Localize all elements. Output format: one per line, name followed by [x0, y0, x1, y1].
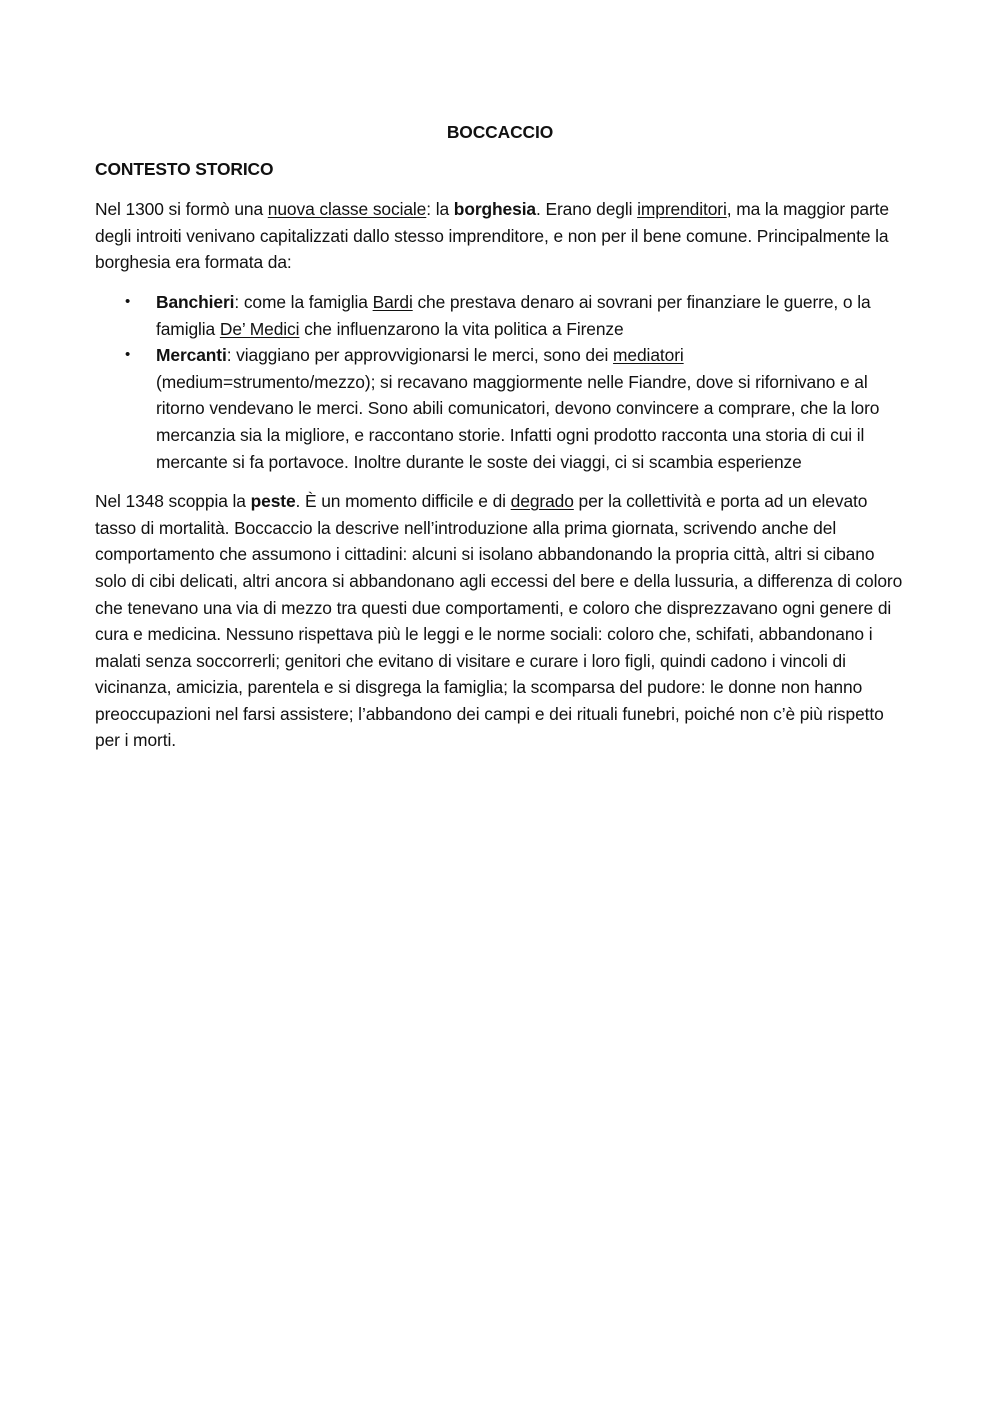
underlined-term: imprenditori [637, 199, 727, 220]
section-heading: CONTESTO STORICO [95, 158, 274, 179]
bullet-marker: • [125, 292, 131, 310]
underlined-term: nuova classe sociale [267, 199, 427, 220]
underlined-term: mediatori [613, 345, 684, 366]
bullet-list [95, 289, 905, 475]
bold-term: Banchieri [156, 291, 235, 312]
underlined-term: De’ Medici [219, 318, 300, 339]
paragraph-peste [95, 488, 905, 754]
text-run: che prestava denaro ai sovrani per finanziare le guerre, o la famiglia [156, 291, 871, 339]
text-run: : viaggiano per approvvigionarsi le merci, sono dei [226, 345, 614, 366]
bullet-marker: • [125, 346, 131, 364]
document-body [95, 119, 905, 767]
text-run: , ma la maggior parte degli introiti venivano capitalizzati dallo stesso imprenditore, e non per il bene comune. Principalmente la borghesia era formata da: [95, 199, 889, 273]
text-run: . È un momento difficile e di [295, 491, 511, 512]
text-run: Nel 1348 scoppia la [95, 491, 251, 512]
text-run: per la collettività e porta ad un elevato tasso di mortalità. Boccaccio la descrive nell’introduzione alla prima giornata, scrivendo anche del comportamento che assumono i cittadini: alcuni si isolano abbandonando la propria città, altri si cibano solo di cibi delicati, altri ancora si abbandonano agli eccessi del bere e della lussuria, a differenza di coloro che tenevano una via di mezzo tra questi due comportamenti, e coloro che disprezzavano ogni genere di cura e medicina. Nessuno rispettava più le leggi e le norme sociali: coloro che, schifati, abbandonano i malati senza soccorrerli; genitori che evitano di visitare e curare i loro figli, quindi cadono i vincoli di vicinanza, amicizia, parentela e si disgrega la famiglia; la scomparsa del pudore: le donne non hanno preoccupazioni nel farsi assistere; l’abbandono dei campi e dei rituali funebri, poiché non c’è più rispetto per i morti. [95, 491, 903, 751]
list-item-mercanti [125, 342, 905, 475]
underlined-term: degrado [510, 491, 574, 512]
bold-term: borghesia [453, 199, 537, 220]
text-run: . Erano degli [536, 199, 638, 220]
text-run: Nel 1300 si formò una [95, 199, 268, 220]
text-run: : come la famiglia [234, 291, 373, 312]
paragraph-borghesia [95, 196, 905, 276]
text-run: : la [426, 199, 454, 220]
text-run: che influenzarono la vita politica a Firenze [299, 318, 624, 339]
underlined-term: Bardi [372, 291, 413, 312]
document-title: BOCCACCIO [446, 122, 554, 142]
list-item-banchieri [125, 289, 905, 342]
bold-term: peste [250, 491, 296, 512]
text-run: (medium=strumento/mezzo); si recavano maggiormente nelle Fiandre, dove si rifornivano e al ritorno vendevano le merci. Sono abili comunicatori, devono convincere a comprare, che la loro mercanzia sia la migliore, e raccontano storie. Infatti ogni prodotto racconta una storia di cui il mercante si fa portavoce. Inoltre durante le soste dei viaggi, ci si scambia esperienze [156, 371, 880, 472]
bold-term: Mercanti [156, 345, 227, 366]
